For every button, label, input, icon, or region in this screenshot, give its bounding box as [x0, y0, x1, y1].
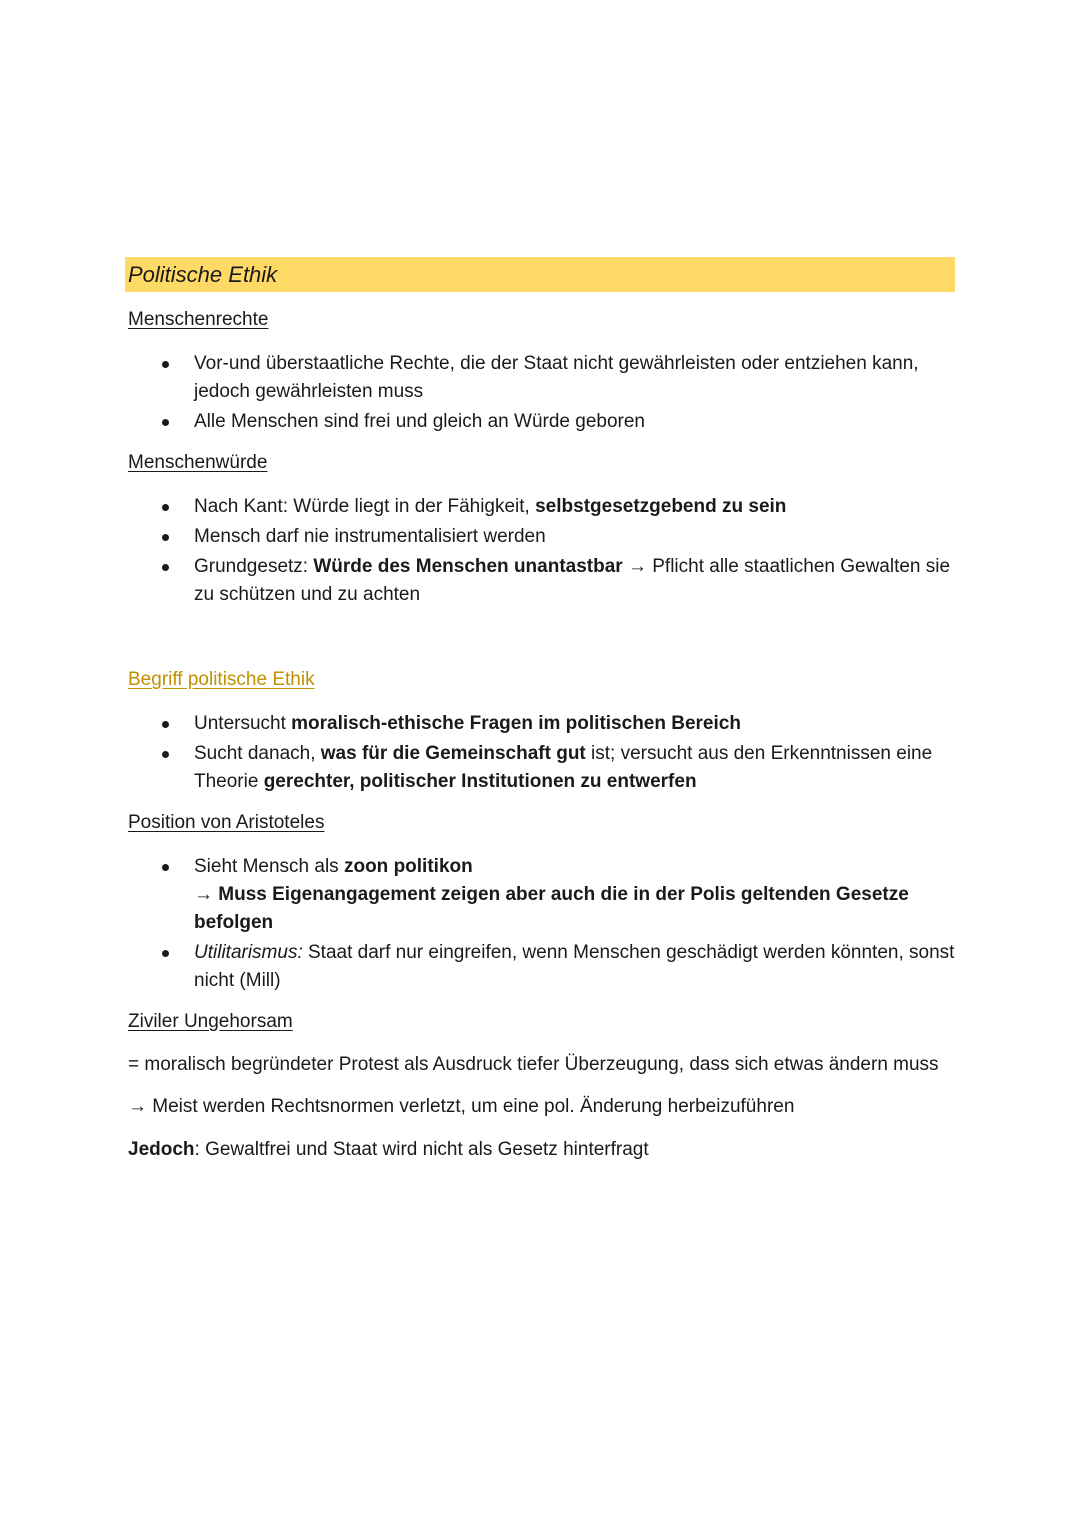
list-item-text: ist; versucht aus den Erkenntnissen eine Theorie [194, 743, 933, 792]
list-item [128, 523, 956, 551]
list-item [128, 350, 956, 406]
bullet-icon [162, 361, 169, 368]
section-ungehorsam [128, 1008, 956, 1038]
heading-menschenwuerde: Menschenwürde [128, 452, 268, 473]
bullet-icon [162, 534, 169, 541]
list-item-text: Nach Kant: Würde liegt in der Fähigkeit, [194, 496, 536, 517]
page-title-bar [125, 257, 955, 292]
heading-menschenrechte: Menschenrechte [128, 309, 269, 330]
section-aristoteles [128, 809, 956, 839]
list-item [128, 939, 956, 995]
list-item-bold: Würde des Menschen unantastbar [313, 556, 623, 577]
bullet-icon [162, 564, 169, 571]
list-item-bold: zoon politikon [343, 856, 473, 877]
paragraph-bold: Jedoch [128, 1139, 195, 1160]
list-item-text: Grundgesetz: [194, 556, 314, 577]
section-menschenrechte [128, 306, 956, 336]
list-item [128, 408, 956, 436]
bullet-icon [162, 950, 169, 957]
list-item-bold: was für die Gemeinschaft gut [320, 743, 586, 764]
heading-aristoteles: Position von Aristoteles [128, 812, 325, 833]
list-item [128, 493, 956, 521]
list-item-bold: gerechter, politischer Institutionen zu entwerfen [263, 771, 697, 792]
list-item-bold: selbstgesetzgebend zu sein [535, 496, 787, 517]
list-begriff [128, 710, 956, 796]
list-item-text: Alle Menschen sind frei und gleich an Würde geboren [194, 411, 645, 432]
bullet-icon [162, 721, 169, 728]
heading-ungehorsam: Ziviler Ungehorsam [128, 1011, 293, 1032]
list-item [128, 553, 956, 609]
list-item-text: Vor-und überstaatliche Rechte, die der Staat nicht gewährleisten oder entziehen kann, jedoch gewährleisten muss [194, 353, 919, 402]
section-begriff [128, 666, 956, 696]
bullet-icon [162, 504, 169, 511]
list-item-italic: Utilitarismus: [194, 942, 303, 963]
bullet-icon [162, 419, 169, 426]
list-item-text: Staat darf nur eingreifen, wenn Menschen geschädigt werden könnten, sonst nicht (Mill) [194, 942, 955, 991]
document-page [128, 257, 956, 1164]
paragraph-text: : Gewaltfrei und Staat wird nicht als Gesetz hinterfragt [194, 1139, 649, 1160]
bullet-icon [162, 751, 169, 758]
list-item [128, 740, 956, 796]
section-menschenwuerde [128, 449, 956, 479]
list-menschenrechte [128, 350, 956, 436]
list-item-text: Mensch darf nie instrumentalisiert werden [194, 526, 546, 547]
list-item-text: Untersucht [194, 713, 292, 734]
paragraph-jedoch [128, 1136, 956, 1164]
list-item-bold: → Muss Eigenangagement zeigen aber auch die in der Polis geltenden Gesetze befolgen [194, 884, 909, 933]
list-item [128, 710, 956, 738]
list-menschenwuerde [128, 493, 956, 609]
list-aristoteles [128, 853, 956, 995]
list-item-text: Sieht Mensch als [194, 856, 344, 877]
list-item-bold: moralisch-ethische Fragen im politischen Bereich [291, 713, 741, 734]
list-item [128, 853, 956, 937]
paragraph-definition: = moralisch begründeter Protest als Ausdruck tiefer Überzeugung, dass sich etwas ändern muss [128, 1054, 939, 1075]
bullet-icon [162, 864, 169, 871]
heading-begriff: Begriff politische Ethik [128, 669, 315, 690]
page-title: Politische Ethik [128, 261, 278, 287]
list-item-text: Sucht danach, [194, 743, 321, 764]
paragraph-rechtsnormen: → Meist werden Rechtsnormen verletzt, um eine pol. Änderung herbeizuführen [128, 1096, 795, 1117]
list-item-text: → Pflicht alle staatlichen Gewalten sie zu schützen und zu achten [194, 556, 951, 605]
